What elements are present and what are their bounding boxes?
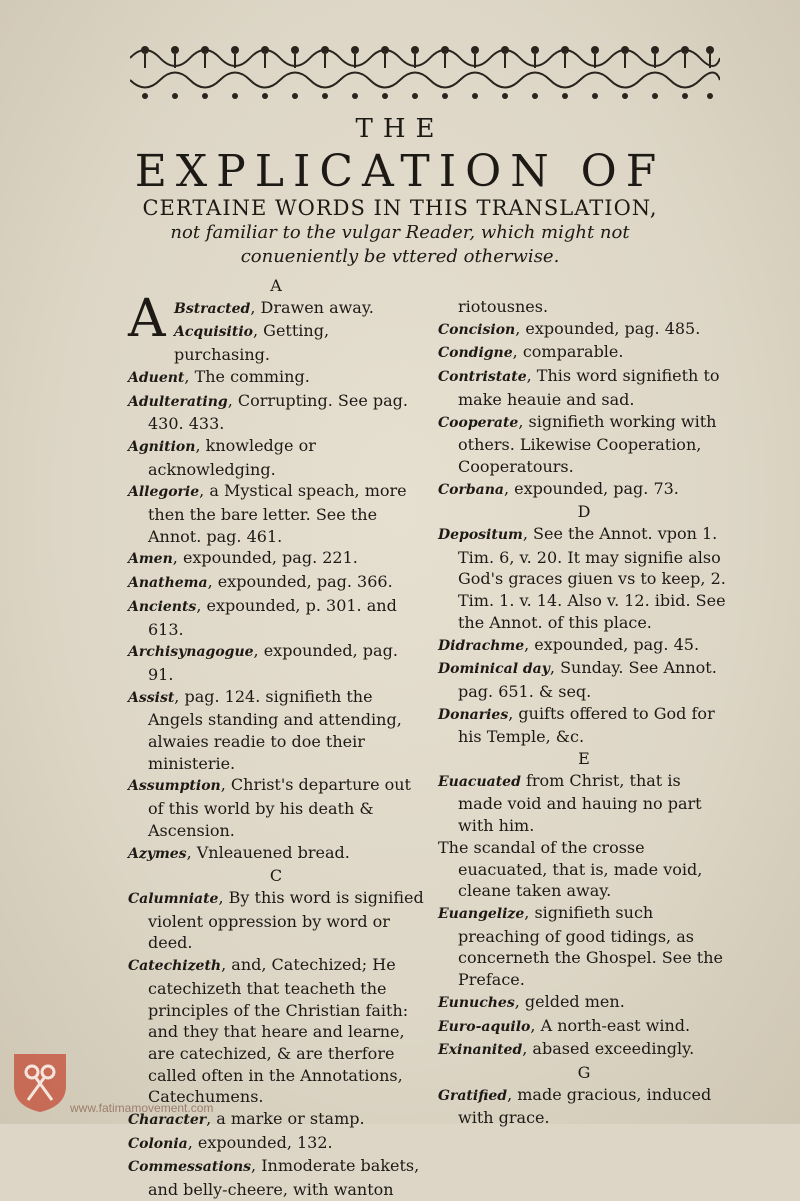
glossary-entry [438,770,730,837]
entry-term: Didrachme [438,637,525,654]
entry-definition: , expounded, pag. 73. [503,478,679,498]
glossary-entry [128,954,424,1108]
entry-term: Assumption [128,778,221,795]
section-letter: G [577,1062,591,1082]
entry-definition: , Vnleauened bread. [186,842,350,862]
entry-definition: , knowledge or acknowledging. [148,435,316,479]
entry-definition: , expounded, pag. 366. [207,572,393,592]
entry-term: Corbana [438,481,504,498]
glossary-entry [438,523,730,634]
glossary-entry-continued [438,296,730,318]
right-column [438,296,730,1129]
entry-definition: riotousnes. [458,297,549,316]
entry-definition: , signifieth working with others. Likewise Cooperation, Cooperatours. [458,411,717,476]
entry-term: Archisynagogue [128,644,254,661]
entry-term: Gratified [438,1087,508,1104]
entry-term: Ancients [128,598,197,615]
entry-term: Donaries [438,706,509,723]
entry-term: Aduent [128,369,185,386]
glossary-entry [438,318,730,342]
entry-definition: , a Mystical speach, more then the bare letter. See the Annot. pag. 461. [148,481,407,546]
glossary-entry [128,390,424,435]
glossary-entry [128,480,424,547]
glossary-entry [128,1155,424,1200]
subtitle-description [0,221,800,269]
entry-definition: , abased exceedingly. [522,1039,695,1059]
entry-term: Character [128,1112,207,1129]
entry-definition: , signifieth such preaching of good tidings, as concerneth the Ghospel. See the Preface. [458,902,723,990]
entry-term: Exinanited [438,1042,523,1059]
glossary-entry [438,657,730,702]
glossary-entry [438,1015,730,1039]
entry-definition: , expounded, pag. 221. [172,548,358,568]
glossary-entry [438,991,730,1015]
glossary-entry [128,1132,424,1156]
entry-definition: , This word signifieth to make heauie and sad. [458,366,720,409]
left-column [128,275,424,1201]
entry-definition: , Corrupting. See pag. 430. 433. [148,390,408,434]
glossary-entry [438,478,730,502]
glossary-entry [128,774,424,841]
entry-definition: , expounded, pag. 485. [515,318,701,338]
entry-term: Bstracted [174,300,251,317]
entry-term: Colonia [128,1135,188,1152]
entry-definition: , Sunday. See Annot. pag. 651. & seq. [458,658,717,701]
entry-term: Anathema [128,575,208,592]
entry-term: Azymes [128,845,187,862]
entry-term: Catechizeth [128,958,222,975]
entry-definition: , By this word is signified violent oppression by word or deed. [148,887,424,953]
entry-definition: , gelded men. [514,991,625,1011]
entry-term: Euacuated [438,773,521,790]
entry-term: Commessations [128,1159,252,1176]
entry-term: Euangelize [438,905,525,922]
entry-definition: , and, Catechized; He catechizeth that teacheth the principles of the Christian faith: and they that heare and learne, are catechized, & are therfore called often in the Annotations, Catechumens. [148,955,409,1107]
entry-definition: , expounded, 132. [187,1132,333,1152]
entry-definition: from Christ, that is made void and hauing no part with him. [458,770,702,836]
watermark-url[interactable]: www.fatimamovement.com [70,1101,214,1115]
subtitle-line-2: conueniently be vttered otherwise. [240,246,560,267]
glossary-entry [128,288,424,366]
entry-definition: , expounded, p. 301. and 613. [148,595,397,639]
section-letter: D [577,502,591,522]
ornament-border [130,40,720,110]
entry-term: Cooperate [438,414,519,431]
glossary-entry [128,435,424,480]
glossary-entry [438,411,730,478]
subtitle-certaine-words: CERTAINE WORDS IN THIS TRANSLATION, [142,196,658,220]
entry-term: Depositum [438,527,523,544]
entry-term: Allegorie [128,484,200,501]
entry-term: Eunuches [438,994,515,1011]
entry-definition: , A north-east wind. [530,1015,691,1035]
entry-term: Adulterating [128,393,228,410]
glossary-entry [128,842,424,866]
entry-term: Calumniate [128,890,219,907]
entry-definition: , See the Annot. vpon 1. Tim. 6, v. 20. It may signifie also God's graces giuen vs to keep, 2. Tim. 1. v. 14. Also v. 12. ibid. See the Annot. of this place. [458,524,726,632]
glossary-entry [438,703,730,748]
glossary-entry [438,1038,730,1062]
section-letter: A [270,276,282,295]
entry-definition: , The comming. [184,366,310,386]
entry-term: Dominical day [438,661,550,678]
entry-term: Amen [128,551,173,568]
entry-term: Acquisitio [174,324,253,341]
glossary-entry [128,686,424,775]
entry-definition: , guifts offered to God for his Temple, &c. [458,703,715,747]
glossary-entry [128,640,424,685]
entry-definition: , Christ's departure out of this world by his death & Ascension. [148,775,411,840]
glossary-entry [128,547,424,571]
entry-definition: , a marke or stamp. [206,1109,365,1129]
glossary-entry [438,365,730,410]
entry-term: Assist [128,689,175,706]
entry-term: Condigne [438,345,513,362]
glossary-entry [438,341,730,365]
glossary-entry [128,366,424,390]
glossary-entry [438,1084,730,1129]
section-letter: C [269,866,283,886]
entry-definition: , Inmoderate bakets, and belly-cheere, with wanton [148,1156,420,1200]
glossary-entry [128,571,424,595]
glossary-entry [128,595,424,640]
title-the: THE [355,114,445,144]
entry-definition: , Getting, purchasing. [174,321,330,365]
section-letter: E [578,749,590,769]
entry-term: Agnition [128,438,196,455]
entry-definition: , comparable. [512,342,624,362]
entry-definition: , Drawen away. [250,297,374,317]
entry-term: Euro-aquilo [438,1018,531,1035]
glossary-entry [128,887,424,954]
entry-definition: , made gracious, induced with grace. [458,1084,712,1128]
entry-term: Concision [438,321,516,338]
glossary-entry [438,634,730,658]
drop-cap: A [128,288,166,349]
entry-definition: The scandal of the crosse euacuated, that is, made void, cleane taken away. [438,837,703,901]
glossary-entry [438,837,730,902]
papal-seal-icon [12,1050,68,1114]
entry-definition: , expounded, pag. 45. [524,634,700,654]
entry-term: Contristate [438,369,527,386]
subtitle-line-1: not familiar to the vulgar Reader, which might not [170,222,630,243]
title-explication: EXPLICATION OF [134,146,666,197]
glossary-entry [438,902,730,991]
entry-definition: , pag. 124. signifieth the Angels standing and attending, alwaies readie to doe their ministerie. [148,686,402,773]
entry-definition: , expounded, pag. 91. [148,641,398,684]
